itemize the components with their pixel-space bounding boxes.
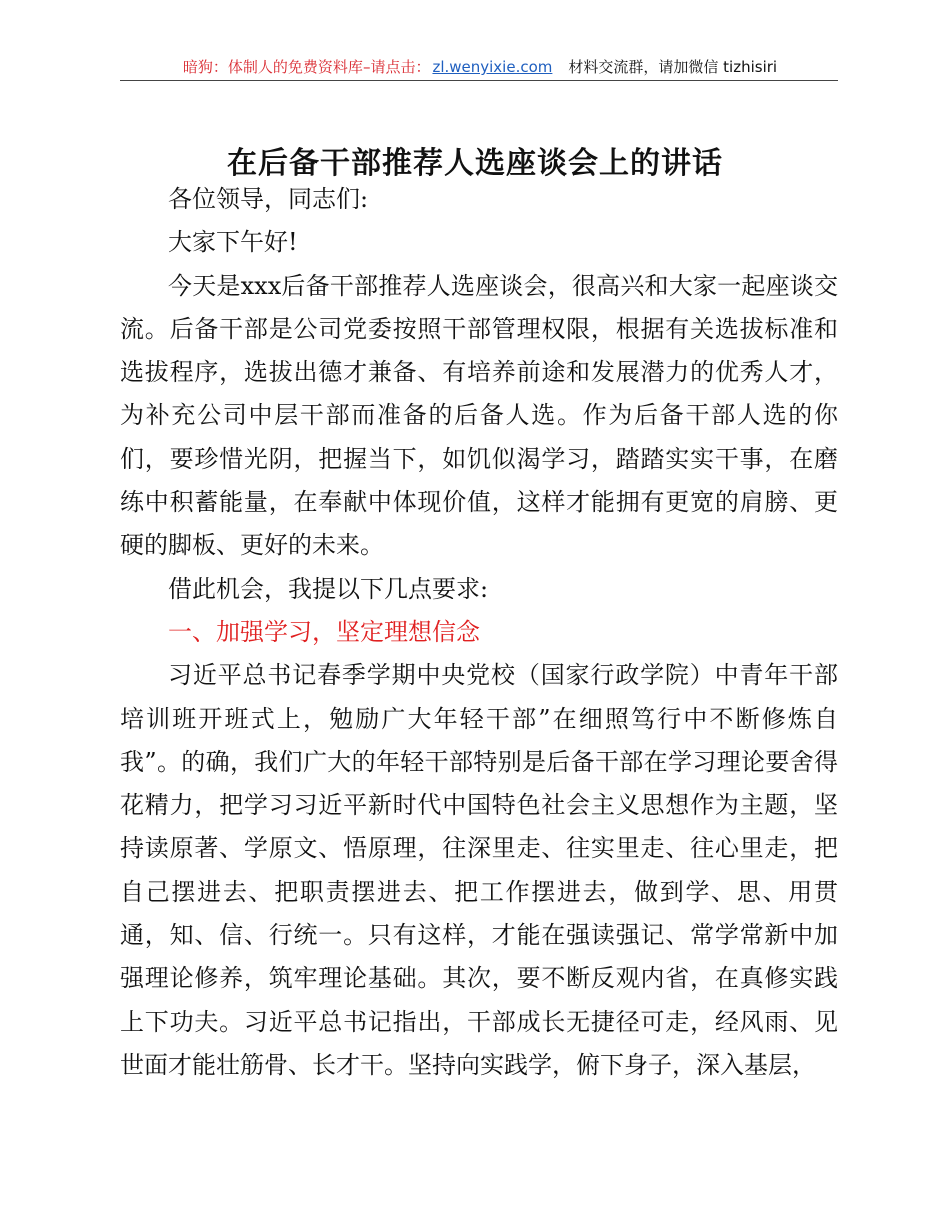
document-body [120, 178, 838, 1087]
header-note: 材料交流群，请加微信 tizhisiri [568, 58, 778, 76]
section-paragraph: 习近平总书记春季学期中央党校（国家行政学院）中青年干部培训班开班式上，勉励广大年轻干部”在细照笃行中不断修炼自我”。的确，我们广大的年轻干部特别是后备干部在学习理论要舍得花精力，把学习习近平新时代中国特色社会主义思想作为主题，坚持读原著、学原文、悟原理，往深里走、往实里走、往心里走，把自己摆进去、把职责摆进去、把工作摆进去，做到学、思、用贯通，知、信、行统一。只有这样，才能在强读强记、常学常新中加强理论修养，筑牢理论基础。其次，要不断反观内省，在真修实践上下功夫。习近平总书记指出，干部成长无捷径可走，经风雨、见世面才能壮筋骨、长才干。坚持向实践学，俯下身子，深入基层， [120, 661, 838, 1079]
greeting: 大家下午好! [168, 228, 298, 257]
salutation: 各位领导，同志们: [168, 185, 369, 213]
header-divider [120, 80, 838, 81]
header-brand: 暗狗：体制人的免费资料库 [182, 58, 363, 76]
intro-paragraph: 今天是xxx后备干部推荐人选座谈会，很高兴和大家一起座谈交流。后备干部是公司党委按照干部管理权限，根据有关选拔标准和选拔程序，选拔出德才兼备、有培养前途和发展潜力的优秀人才，为补充公司中层干部而准备的后备人选。作为后备干部人选的你们，要珍惜光阴，把握当下，如饥似渴学习，踏踏实实干事，在磨练中积蓄能量，在奉献中体现价值，这样才能拥有更宽的肩膀、更硬的脚板、更好的未来。 [120, 271, 838, 560]
transition-paragraph: 借此机会，我提以下几点要求: [168, 574, 489, 603]
header-link[interactable]: zl.wenyixie.com [432, 58, 553, 76]
header-prompt: –请点击： [362, 58, 431, 76]
document-title: 在后备干部推荐人选座谈会上的讲话 [227, 146, 723, 181]
section-heading: 一、加强学习，坚定理想信念 [168, 617, 480, 646]
page-header [120, 56, 840, 77]
